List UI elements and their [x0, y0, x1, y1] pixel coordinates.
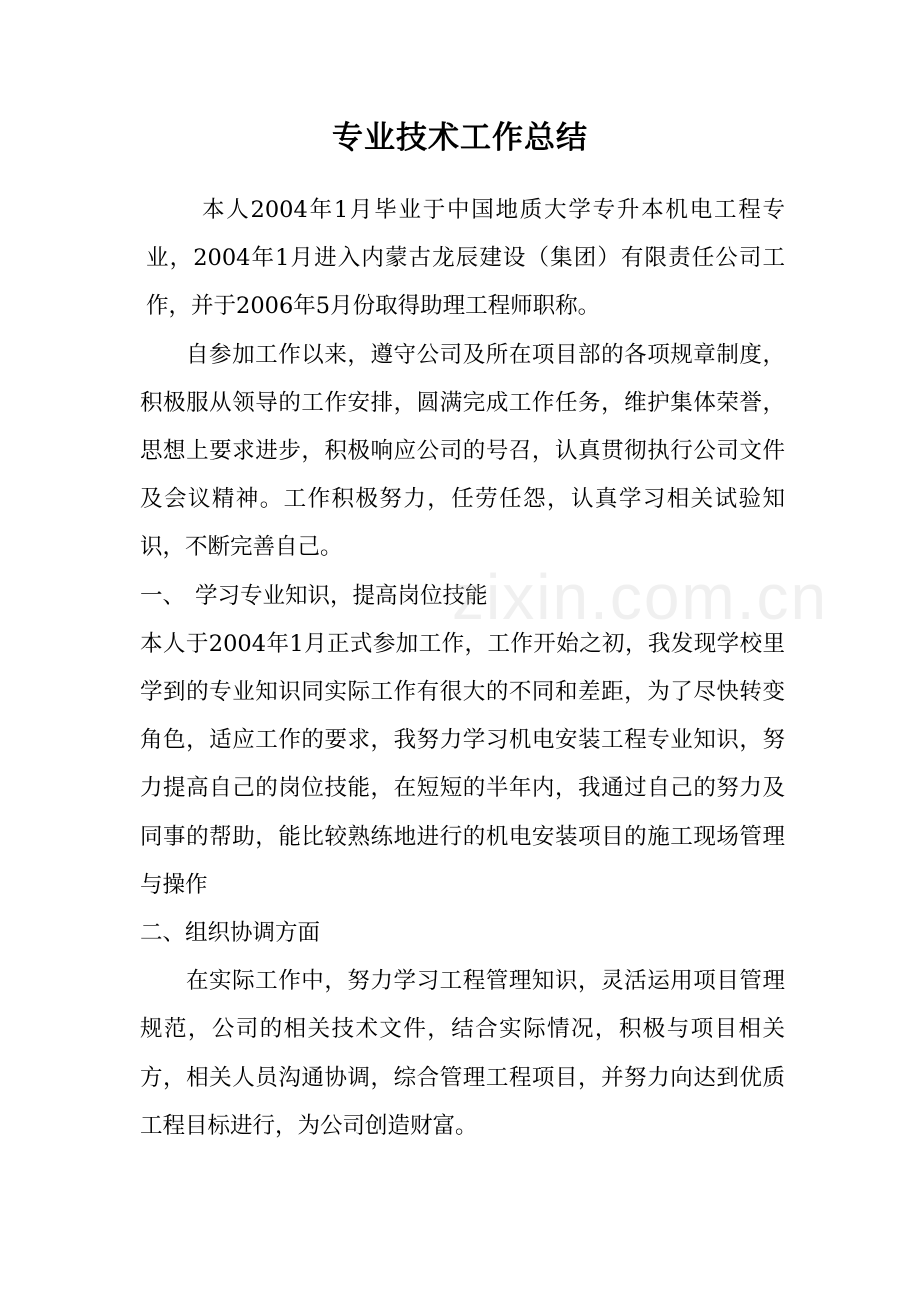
- section-1-heading: [140, 572, 785, 620]
- section-1-heading-text: 学习专业知识，提高岗位技能: [195, 582, 488, 609]
- section-2-body: 在实际工作中，努力学习工程管理知识，灵活运用项目管理规范，公司的相关技术文件，结合实际情况，积极与项目相关方，相关人员沟通协调，综合管理工程项目，并努力向达到优质工程目标进行，为公司创造财富。: [140, 968, 785, 1139]
- document-title: 专业技术工作总结: [332, 120, 588, 156]
- watermark: zixin.com.cn: [452, 561, 829, 633]
- section-2-heading: 二、组织协调方面: [140, 920, 321, 947]
- section-1-number: 一、: [140, 582, 186, 609]
- section-1-body: 本人于2004年1月正式参加工作，工作开始之初，我发现学校里学到的专业知识同实际工作有很大的不同和差距，为了尽快转变角色，适应工作的要求，我努力学习机电安装工程专业知识，努力提高自己的岗位技能，在短短的半年内，我通过自己的努力及同事的帮助，能比较熟练地进行的机电安装项目的施工现场管理与操作: [140, 630, 785, 898]
- work-attitude-paragraph: 自参加工作以来，遵守公司及所在项目部的各项规章制度，积极服从领导的工作安排，圆满完成工作任务，维护集体荣誉，思想上要求进步，积极响应公司的号召，认真贯彻执行公司文件及会议精神。工作积极努力，任劳任怨，认真学习相关试验知识，不断完善自己。: [140, 341, 785, 561]
- intro-paragraph: 本人2004年1月毕业于中国地质大学专升本机电工程专业，2004年1月进入内蒙古龙辰建设（集团）有限责任公司工作，并于2006年5月份取得助理工程师职称。: [146, 197, 785, 320]
- document-body: [140, 186, 785, 1150]
